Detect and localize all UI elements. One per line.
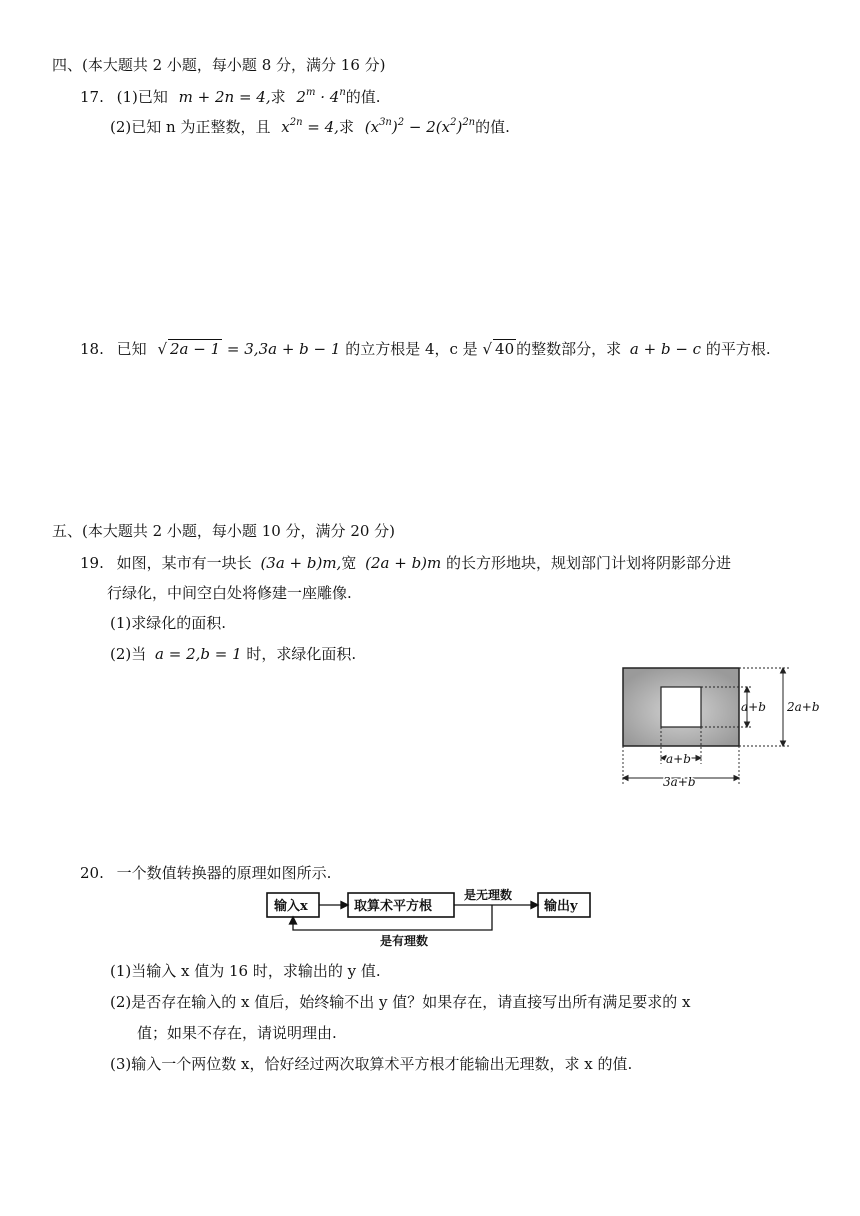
q18-sqrt-expr: √ 2a − 1: [157, 340, 221, 358]
q17-p1-text: (1)已知: [116, 88, 168, 106]
q19-figure: [615, 660, 820, 790]
q18-number: 18.: [80, 340, 104, 358]
q18-rad40: 40: [495, 340, 515, 358]
section-5-header: 五、(本大题共 2 小题，每小题 10 分，满分 20 分): [52, 522, 396, 540]
flow-input-label: 输入x: [274, 899, 308, 914]
q17-p2-text: (2)已知 n 为正整数，且: [110, 118, 271, 136]
q20-part2-line1: (2)是否存在输入的 x 值后，始终输不出 y 值？如果存在，请直接写出所有满足要求的 x: [110, 993, 691, 1011]
q20-intro: [80, 862, 331, 883]
flow-output-label: 输出y: [544, 899, 578, 914]
label-inner-horizontal: a+b: [666, 752, 691, 766]
label-outer-horizontal: 3a+b: [663, 775, 696, 789]
q19-l1c: 的长方形地块，规划部门计划将阴影部分进: [446, 554, 732, 572]
q19-line1: [80, 552, 731, 573]
q19-part2: [110, 643, 356, 664]
q17-p2-condition: $x^{2n}$: [281, 117, 303, 136]
q20-part2-line2: 值；如果不存在，请说明理由.: [137, 1024, 337, 1042]
label-outer-vertical: 2a+b: [787, 700, 820, 714]
q17-p2-end: 的值.: [475, 118, 510, 136]
label-inner-vertical: a+b: [741, 700, 766, 714]
q18-t1: 已知: [116, 340, 147, 358]
q19-part1: (1)求绿化的面积.: [110, 614, 227, 632]
flow-sqrt-label: 取算术平方根: [354, 899, 433, 914]
q19-p2b: 时，求绿化面积.: [246, 645, 357, 663]
q17-p1-end: 的值.: [345, 88, 381, 106]
section-4-header: 四、(本大题共 2 小题，每小题 8 分，满分 16 分): [52, 56, 386, 74]
q18-t4: 的整数部分，求: [516, 340, 622, 358]
q19-width: (2a + b)m: [365, 554, 442, 572]
q19-p2a: (2)当: [110, 645, 147, 663]
inner-square: [661, 687, 701, 727]
q18-t3: 的立方根是 4，c 是: [345, 340, 478, 358]
flow-irrational-label: 是无理数: [464, 888, 513, 902]
q17-p1-equation: m + 2n = 4,: [178, 88, 271, 106]
q20-intro-text: 一个数值转换器的原理如图所示.: [116, 864, 332, 882]
q18-sqrt40: √ 40: [482, 340, 515, 358]
q19-length: (3a + b)m,: [260, 554, 342, 572]
q17-p2-expression: $(x^{3n})^2 - 2(x^2)^{2n}$: [364, 117, 476, 136]
q18-t6: 的平方根.: [705, 340, 771, 358]
flow-rational-label: 是有理数: [380, 934, 429, 948]
q18-text: [80, 338, 771, 359]
q20-part3: (3)输入一个两位数 x，恰好经过两次取算术平方根才能输出无理数，求 x 的值.: [110, 1055, 633, 1073]
q19-number: 19.: [80, 554, 104, 572]
q18-t2: = 3,3a + b − 1: [226, 340, 341, 358]
q19-line2: 行绿化，中间空白处将修建一座雕像.: [107, 584, 352, 602]
q20-part1: (1)当输入 x 值为 16 时，求输出的 y 值.: [110, 962, 381, 980]
q17-part1: [80, 86, 381, 107]
q19-p2eq: a = 2,b = 1: [155, 645, 242, 663]
q19-l1a: 如图，某市有一块长: [116, 554, 252, 572]
q20-flowchart: [262, 884, 602, 946]
q17-p1-expression: $2^m \cdot 4^n$: [296, 87, 346, 106]
q19-l1b: 宽: [341, 554, 357, 572]
q17-p1-ask: 求: [270, 88, 286, 106]
q17-part2: [110, 116, 510, 137]
q18-t5: a + b − c: [629, 340, 702, 358]
q17-number: 17.: [80, 88, 104, 106]
q20-number: 20.: [80, 864, 104, 882]
q17-p2-ask: 求: [338, 118, 354, 136]
q17-p2-equation: = 4,: [307, 118, 339, 136]
